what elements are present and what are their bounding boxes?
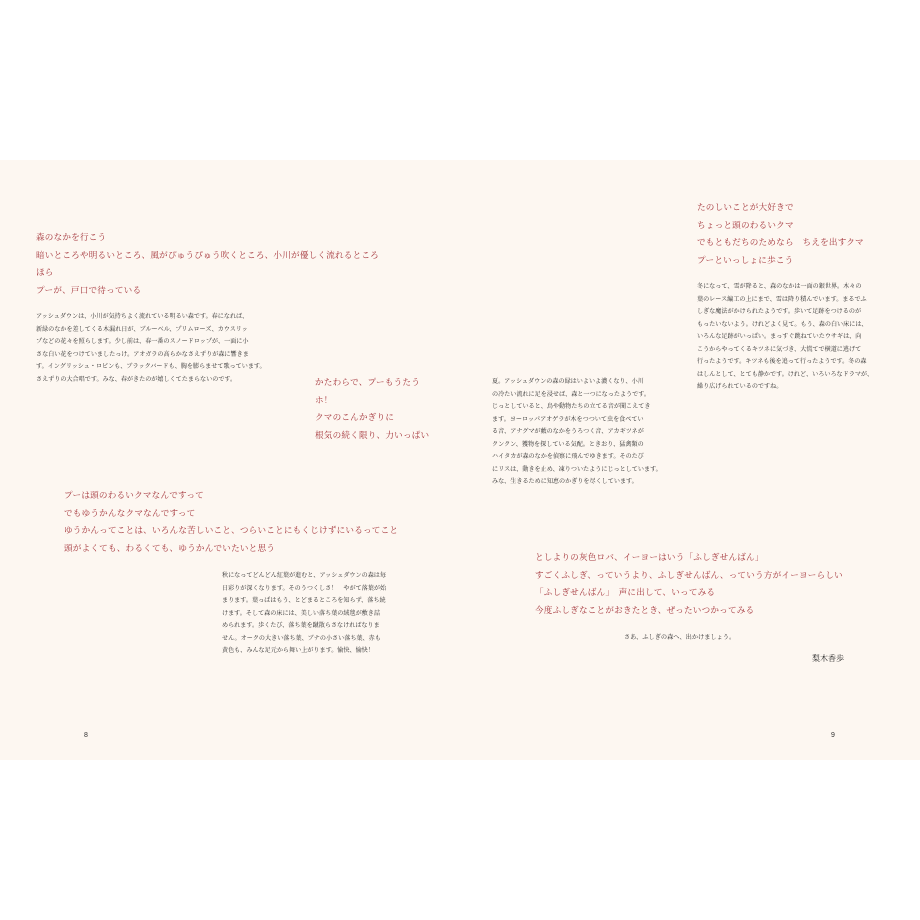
text-line: でもともだちのためなら ちえを出すクマ	[697, 238, 864, 248]
prose-spring	[36, 311, 266, 386]
text-line: みな、生きるために知恵のかぎりを尽くしています。	[492, 478, 638, 485]
text-line: でもゆうかんなクマなんですって	[64, 508, 196, 519]
text-line: 新緑のなかを差してくる木漏れ日が、ブルーベル、プリムローズ、カウスリッ	[36, 325, 248, 333]
text-line: 森のなかを行こう	[36, 233, 107, 243]
text-line: すごくふしぎ、っていうより、ふしぎせんばん、っていう方がイーヨーらしい	[535, 570, 843, 581]
text-line: まります。葉っぱはもう、とどまるところを知らず、落ち続	[222, 597, 386, 604]
text-line: はしんとして、とても静かです。けれど、いろいろなドラマが、	[697, 370, 874, 378]
text-line: ちょっと頭のわるいクマ	[697, 220, 794, 231]
text-line: 葉のレース編工の上にまで、雪は降り積んでいます。まるでふ	[697, 295, 867, 303]
text-line: 日彩りが深くなります。そのうつくしさ！ やがて落葉が始	[222, 584, 387, 592]
text-line: いろんな足跡がいっぱい。まっすぐ跳ねていたウサギは、向	[697, 333, 862, 340]
text-line: ほら	[36, 268, 54, 278]
closing-line: さあ、ふしぎの森へ、出かけましょう。	[624, 634, 736, 641]
poem-fun-bear	[697, 200, 864, 270]
text-line: じっとしていると、鳥や動物たちの立てる音が聞こえてき	[492, 403, 651, 410]
book-spread	[0, 160, 920, 760]
text-line: たのしいことが大好きで	[697, 203, 794, 213]
text-line: 頭がよくても、わるくても、ゆうかんでいたいと思う	[64, 543, 276, 554]
text-line: の冷たい流れに足を浸せば、森と一つになったようです。	[492, 390, 650, 398]
text-line: ゆうかんってことは、いろんな苦しいこと、つらいことにもくじけずにいるってこと	[64, 526, 399, 536]
text-line: さな白い花をつけていましたっけ。アオガラの高らかなさえずりが森に響きま	[36, 350, 249, 358]
text-line: プーといっしょに歩こう	[697, 255, 794, 266]
text-line: こうからやってくるキツネに気づき、大慌てで横道に逃げて	[697, 345, 862, 353]
text-line: アッシュダウンは、小川が気持ちよく流れている明るい森です。春になれば、	[36, 313, 249, 320]
text-line: る音、アナグマが藪のなかをうろつく音、アカギツネが	[492, 428, 644, 435]
prose-summer	[492, 376, 662, 489]
text-line: にリスは、動きを止め、凍りついたようにじっとしています。	[492, 465, 662, 473]
poem-eeyore	[535, 550, 843, 620]
author-signature: 梨木香歩	[812, 654, 844, 663]
text-line: ホ！	[315, 395, 333, 406]
text-line: 秋になってどんどん紅葉が進むと、アッシュダウンの森は毎	[222, 572, 386, 579]
text-line: しぎな魔法がかけられたようです。歩いて足跡をつけるのが	[697, 308, 862, 315]
page-number-right: 9	[831, 732, 835, 739]
text-line: クマのこんかぎりに	[315, 413, 395, 423]
text-line: 夏。アッシュダウンの森の緑はいよいよ濃くなり、小川	[492, 378, 644, 385]
text-line: 「ふしぎせんばん」 声に出して、いってみる	[535, 588, 716, 598]
text-line: けます。そして森の床には、美しい落ち葉の絨毯が敷き詰	[222, 609, 380, 617]
poem-brave-bear	[64, 488, 398, 558]
text-line: さえずりの大合唱です。みな、春がきたのが嬉しくてたまらないのです。	[36, 375, 237, 383]
text-line: かたわらで、プーもうたう	[315, 378, 421, 388]
text-line: められます。歩くたび、落ち葉を蹴散らさなければなりま	[222, 622, 380, 629]
text-line: プーは頭のわるいクマなんですって	[64, 491, 204, 501]
text-line: ハイタカが森のなかを偵察に飛んでゆきます。そのたび	[492, 453, 644, 460]
text-line: 今度ふしぎなことがおきたとき、ぜったいつかってみる	[535, 605, 755, 616]
text-line: 根気の続く限り、力いっぱい	[315, 430, 430, 441]
prose-winter	[697, 281, 873, 394]
text-line: せん。オークの大きい落ち葉、ブナの小さい落ち葉、赤も	[222, 634, 381, 642]
text-line: 繰り広げられているのですね。	[697, 383, 783, 390]
text-line: 暗いところや明るいところ、風がぴゅうぴゅう吹くところ、小川が優しく流れるところ	[36, 250, 379, 261]
text-line: す。イングリッシュ・ロビンも、ブラックバードも、胸を膨らませて歌っています。	[36, 363, 266, 370]
text-line: 冬になって、雪が降ると、森のなかは一面の銀世界。木々の	[697, 283, 862, 290]
text-line: もったいないよう。けれどよく見て。もう、森の白い床には、	[697, 320, 868, 328]
text-line: としよりの灰色ロバ、イーヨーはいう「ふしぎせんばん」	[535, 553, 764, 563]
poem-pooh-sings	[315, 375, 429, 445]
text-line: プなどの花々を照らします。少し前は、春一番のスノードロップが、一面に小	[36, 338, 249, 345]
text-line: 行ったようです。キツネも後を追って行ったようです。冬の森	[697, 358, 867, 365]
text-line: ます。ヨーロッパアオゲラが木をつついて虫を食べてい	[492, 415, 644, 423]
text-line: 黄色も、みんな足元から舞い上がります。愉快、愉快！	[222, 647, 374, 654]
page-number-left: 8	[84, 732, 88, 739]
prose-autumn	[222, 570, 386, 658]
text-line: プーが、戸口で待っている	[36, 285, 142, 296]
text-line: クンクン、獲物を探している気配。ときおり、猛禽類の	[492, 440, 644, 448]
poem-forest	[36, 230, 379, 300]
